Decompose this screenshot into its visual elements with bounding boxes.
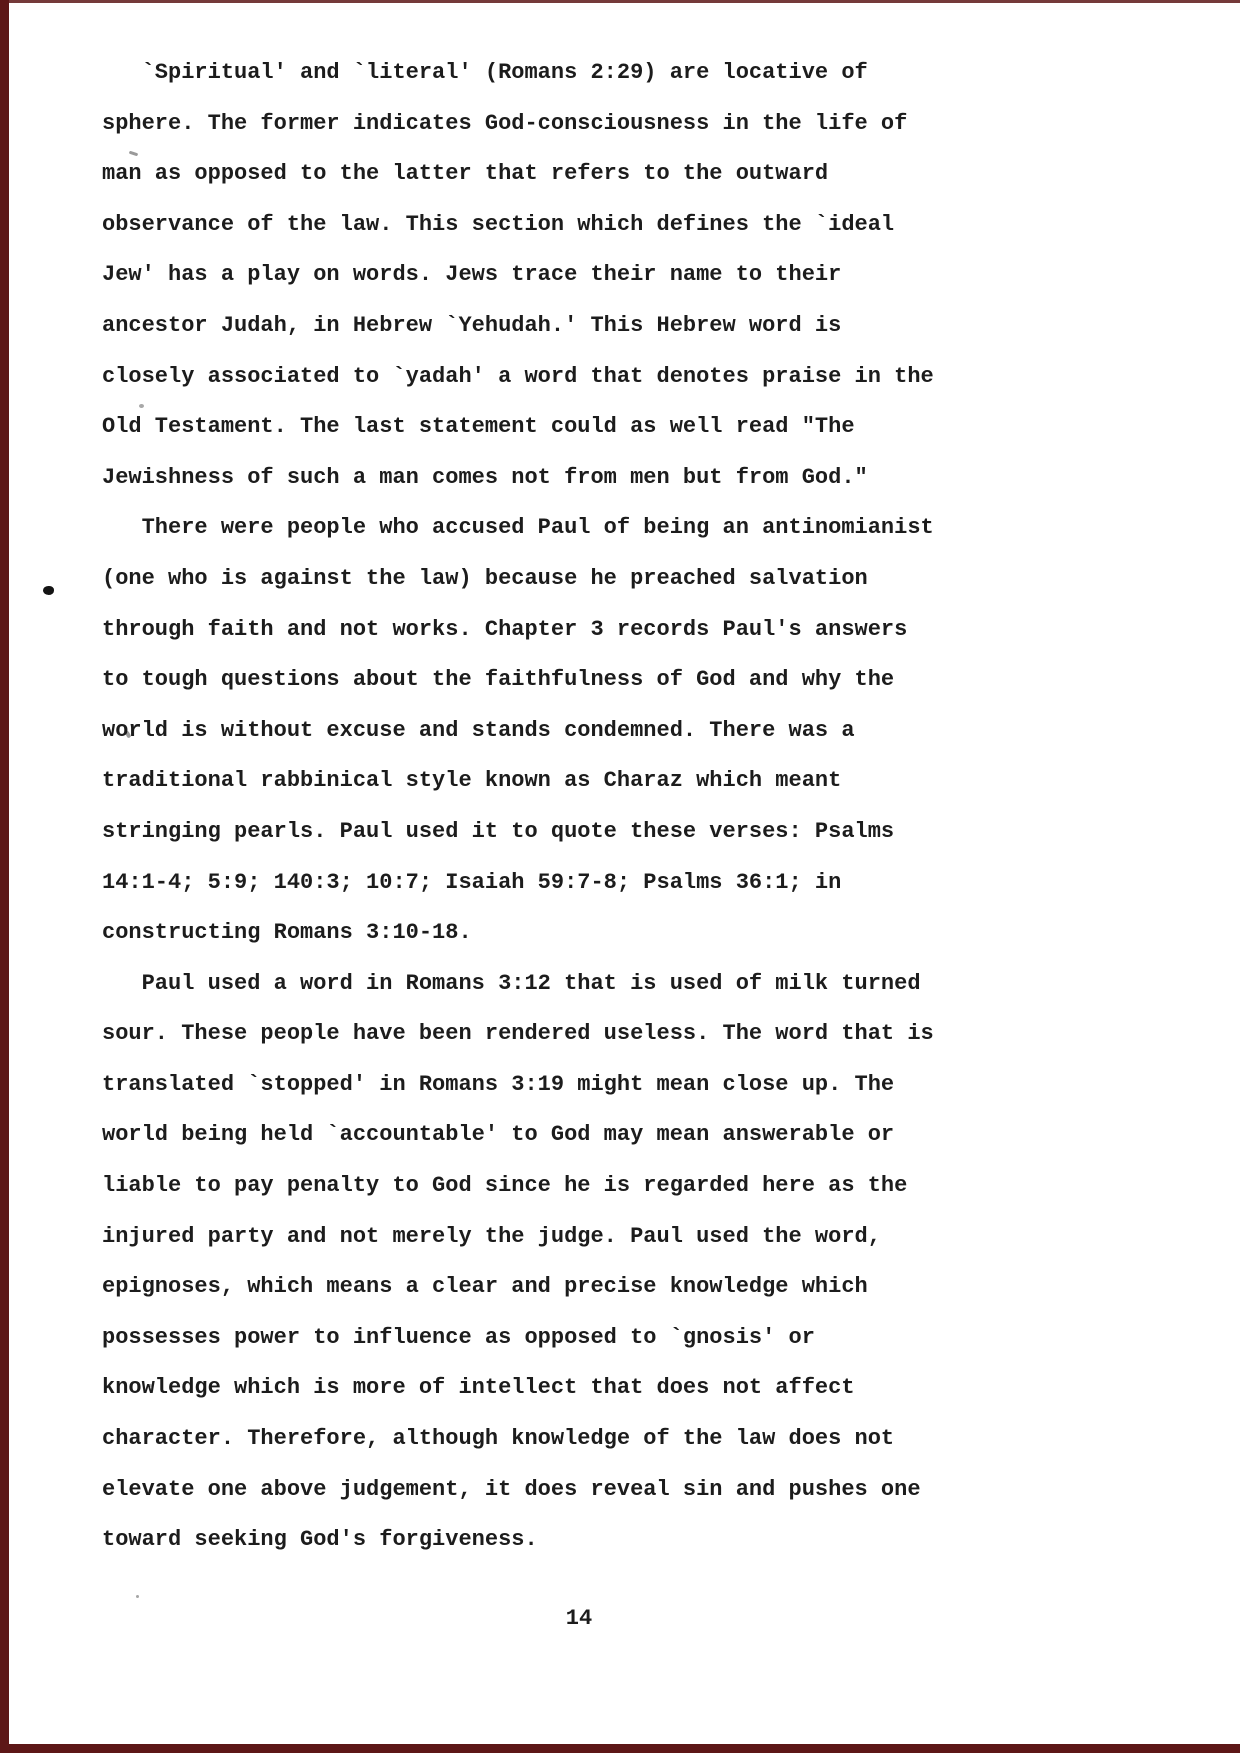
text-line: injured party and not merely the judge. Paul used the word, xyxy=(102,1223,881,1249)
text-line: toward seeking God's forgiveness. xyxy=(102,1527,538,1553)
text-line: Paul used a word in Romans 3:12 that is used of milk turned xyxy=(102,970,921,996)
text-line: Jew' has a play on words. Jews trace their name to their xyxy=(102,262,842,288)
text-line: There were people who accused Paul of being an antinomianist xyxy=(102,515,934,541)
text-line: observance of the law. This section which defines the `ideal xyxy=(102,211,895,237)
text-line: world being held `accountable' to God may mean answerable or xyxy=(102,1122,895,1148)
text-line: through faith and not works. Chapter 3 records Paul's answers xyxy=(102,616,908,642)
text-line: Jewishness of such a man comes not from men but from God." xyxy=(102,464,868,490)
text-line: knowledge which is more of intellect that does not affect xyxy=(102,1375,855,1401)
text-line: world is without excuse and stands condemned. There was a xyxy=(102,717,855,743)
text-line: possesses power to influence as opposed to `gnosis' or xyxy=(102,1324,815,1350)
text-line: ancestor Judah, in Hebrew `Yehudah.' This Hebrew word is xyxy=(102,312,842,338)
text-line: liable to pay penalty to God since he is regarded here as the xyxy=(102,1173,908,1199)
text-line: Old Testament. The last statement could as well read "The xyxy=(102,414,855,440)
text-line: man as opposed to the latter that refers to the outward xyxy=(102,161,829,187)
text-line: `Spiritual' and `literal' (Romans 2:29) are locative of xyxy=(102,60,868,85)
scan-edge-left xyxy=(0,0,9,1753)
paragraph-1 xyxy=(102,48,1022,503)
text-line: constructing Romans 3:10-18. xyxy=(102,920,472,946)
page-number: 14 xyxy=(565,1606,593,1631)
text-line: traditional rabbinical style known as Charaz which meant xyxy=(102,768,842,794)
scan-edge-bottom xyxy=(0,1744,1240,1753)
ink-dot-artifact xyxy=(43,586,54,595)
text-line: translated `stopped' in Romans 3:19 might mean close up. The xyxy=(102,1071,895,1097)
text-line: (one who is against the law) because he preached salvation xyxy=(102,565,868,591)
text-line: sphere. The former indicates God-consciousness in the life of xyxy=(102,110,908,136)
document-body-text xyxy=(102,48,1022,1566)
text-line: elevate one above judgement, it does reveal sin and pushes one xyxy=(102,1476,921,1502)
paragraph-3 xyxy=(102,959,1022,1566)
text-line: to tough questions about the faithfulness of God and why the xyxy=(102,667,895,693)
text-line: stringing pearls. Paul used it to quote these verses: Psalms xyxy=(102,818,895,844)
scan-edge-top xyxy=(0,0,1240,3)
text-line: 14:1-4; 5:9; 140:3; 10:7; Isaiah 59:7-8; Psalms 36:1; in xyxy=(102,869,842,895)
text-line: closely associated to `yadah' a word that denotes praise in the xyxy=(102,363,934,389)
paragraph-2 xyxy=(102,503,1022,958)
text-line: epignoses, which means a clear and precise knowledge which xyxy=(102,1274,868,1300)
text-line: character. Therefore, although knowledge of the law does not xyxy=(102,1426,895,1452)
text-line: sour. These people have been rendered useless. The word that is xyxy=(102,1021,934,1047)
